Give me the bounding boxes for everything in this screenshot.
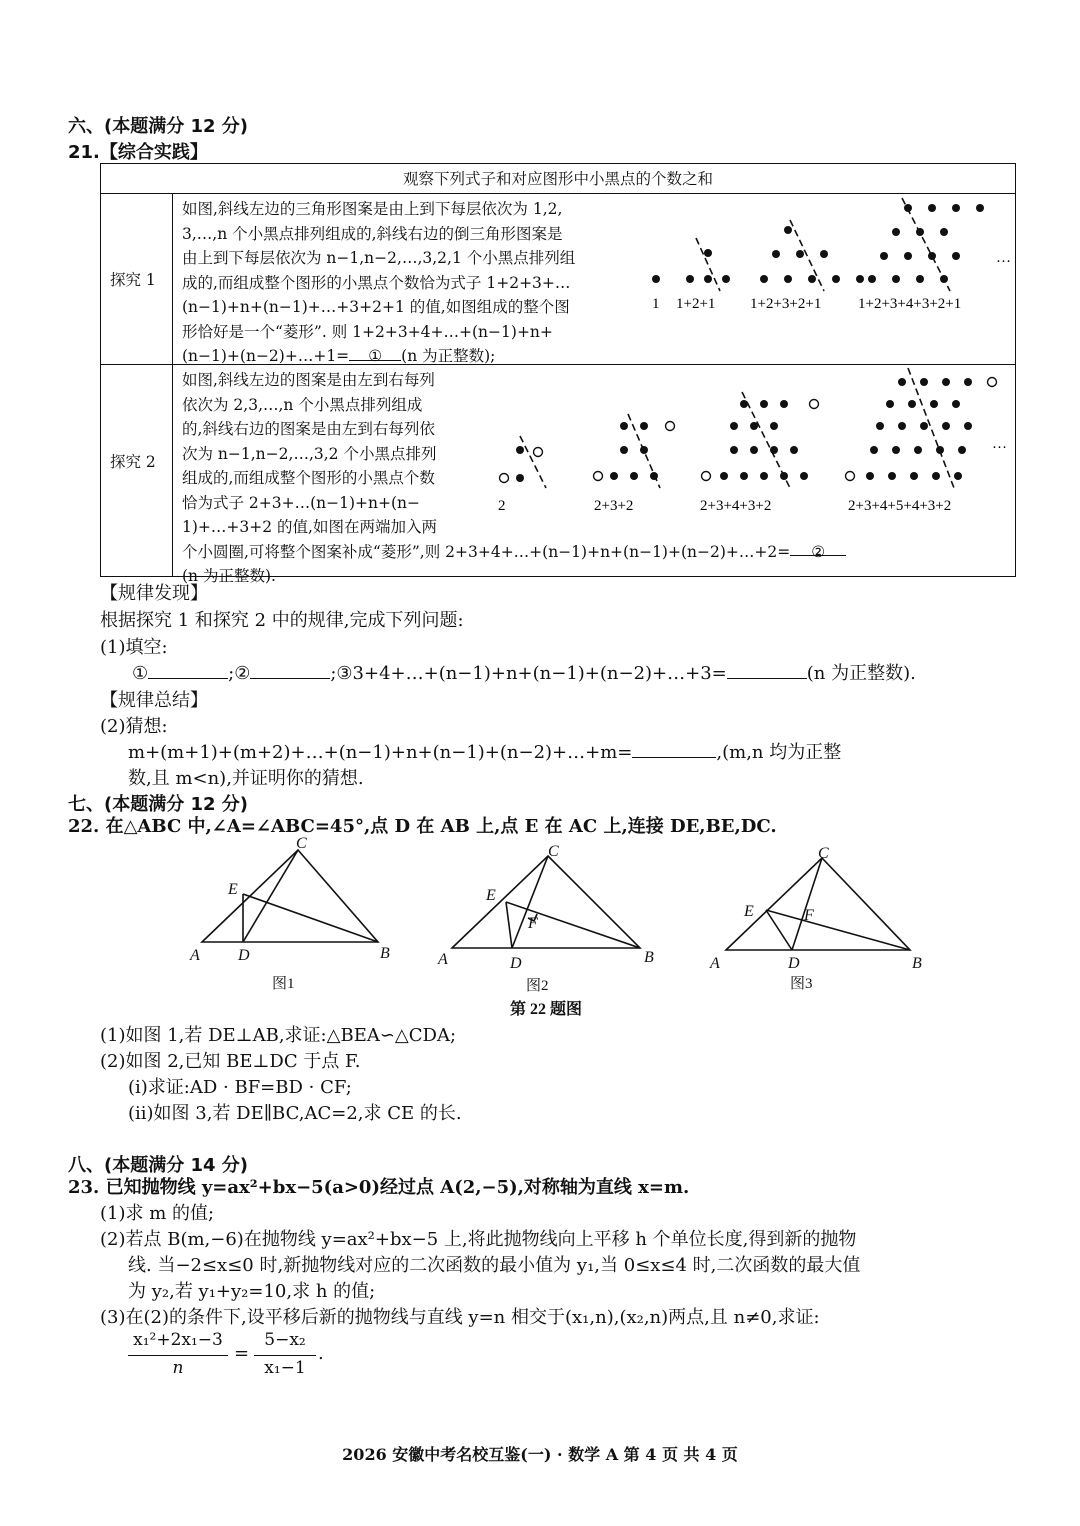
fig1-label-B: B [380, 945, 390, 962]
t1-line: (n−1)+n+(n−1)+…+3+2+1 的值,如图组成的整个图 [182, 298, 570, 316]
ring [988, 378, 997, 387]
dot [964, 422, 972, 430]
q23-part1: (1)求 m 的值; [100, 1203, 215, 1224]
dash-line [520, 436, 546, 488]
dot [652, 275, 660, 283]
frac2-bar [254, 1355, 316, 1356]
table-col-rule [172, 193, 173, 577]
fig3-label-D: D [788, 955, 800, 972]
dot [772, 250, 780, 258]
dot [908, 400, 916, 408]
guess-pre: m+(m+1)+(m+2)+…+(n−1)+n+(n−1)+(n−2)+…+m= [128, 742, 633, 763]
dot [928, 252, 936, 260]
ring [534, 448, 543, 457]
dot [952, 204, 960, 212]
fig2-BE [506, 902, 640, 948]
dot [868, 275, 876, 283]
fig3-label-C: C [818, 845, 829, 862]
dot [760, 472, 768, 480]
dot [928, 204, 936, 212]
t2-line [182, 540, 846, 565]
dot [942, 378, 950, 386]
fig2-label-A: A [438, 951, 448, 968]
fill-blank-3 [727, 660, 807, 679]
dot [796, 250, 804, 258]
t2-line: 次为 n−1,n−2,…,3,2 个小黑点排列 [182, 444, 437, 463]
dot [516, 446, 524, 454]
q21-part2: (2)猜想: [100, 716, 168, 737]
q23-stem: 23. 已知抛物线 y=ax²+bx−5(a>0)经过点 A(2,−5),对称轴为直线 x=m. [68, 1177, 690, 1198]
dot [856, 275, 864, 283]
dot [892, 446, 900, 454]
dot [640, 422, 648, 430]
dot [720, 472, 728, 480]
t2-line: (n 为正整数). [182, 567, 276, 585]
table-title: 观察下列式子和对应图形中小黑点的个数之和 [402, 170, 713, 188]
fig2-triangle [452, 856, 640, 948]
dot [958, 446, 966, 454]
ring [810, 400, 819, 409]
t2-line: 恰为式子 2+3+…(n−1)+n+(n− [182, 493, 421, 512]
dot [952, 400, 960, 408]
dot [870, 446, 878, 454]
dot [976, 204, 984, 212]
fig3-caption: 图3 [790, 976, 813, 992]
dot [610, 472, 618, 480]
explore-2-figures [490, 364, 1016, 524]
fig2-label-C: C [548, 843, 559, 860]
blank-1: ① [349, 344, 401, 361]
guess-blank [632, 739, 716, 758]
dot [750, 446, 758, 454]
t1-line: 成的,而组成整个图形的小黑点个数恰为式子 1+2+3+… [182, 273, 571, 292]
dot [620, 422, 628, 430]
dot [920, 422, 928, 430]
dot [760, 400, 768, 408]
fill-blank-2 [250, 660, 330, 679]
dot [930, 400, 938, 408]
fig2-DC [512, 856, 548, 948]
dot [704, 249, 712, 257]
q22-figure-title: 第 22 题图 [510, 1001, 583, 1018]
dot [784, 226, 792, 234]
q23-part2-line2: 线. 当−2≤x≤0 时,新抛物线对应的二次函数的最小值为 y₁,当 0≤x≤4 时,二次函数的最大值 [128, 1255, 861, 1276]
dot [740, 472, 748, 480]
dot [740, 400, 748, 408]
dash-line [902, 198, 950, 291]
page-footer: 2026 安徽中考名校互鉴(一) · 数学 A 第 4 页 共 4 页 [342, 1445, 738, 1464]
q22-part2-ii: (ii)如图 3,若 DE∥BC,AC=2,求 CE 的长. [128, 1103, 462, 1124]
fill-blank-1 [148, 660, 228, 679]
dot [892, 275, 900, 283]
section-8-title: 八、(本题满分 14 分) [68, 1155, 249, 1176]
frac2-denominator: x₁−1 [264, 1358, 306, 1378]
t1-ellipsis: … [996, 250, 1011, 266]
dot [898, 378, 906, 386]
frac1-bar [128, 1355, 228, 1356]
dot [886, 400, 894, 408]
dot [940, 228, 948, 236]
t2-line: 1)+…+3+2 的值,如图在两端加入两 [182, 518, 437, 536]
explore-1-label: 探究 1 [110, 271, 156, 289]
dot [516, 474, 524, 482]
guess-post: ,(m,n 均为正整 [716, 742, 842, 763]
fig1-label-E: E [228, 881, 238, 898]
dot [820, 250, 828, 258]
section-7-title: 七、(本题满分 12 分) [68, 794, 249, 815]
fill-3-label: ;③3+4+…+(n−1)+n+(n−1)+(n−2)+…+3= [330, 663, 727, 684]
law-sum-heading: 【规律总结】 [100, 690, 208, 711]
dot [770, 446, 778, 454]
t2-cap-4: 2+3+4+5+4+3+2 [848, 498, 952, 514]
blank-2: ② [790, 540, 846, 557]
q22-stem: 22. 在△ABC 中,∠A=∠ABC=45°,点 D 在 AB 上,点 E 在 AC 上,连接 DE,BE,DC. [68, 816, 777, 837]
q21-part2-line1 [128, 738, 841, 767]
t1-cap-4: 1+2+3+4+3+2+1 [858, 296, 962, 312]
frac1-denominator: n [172, 1358, 184, 1378]
dot [916, 275, 924, 283]
dot [904, 252, 912, 260]
ring [846, 472, 855, 481]
dot [780, 400, 788, 408]
dot [770, 422, 778, 430]
t1-last-pre: (n−1)+(n−2)+…+1= [182, 347, 350, 365]
fig2-caption: 图2 [526, 978, 549, 994]
law-intro: 根据探究 1 和探究 2 中的规律,完成下列问题: [100, 610, 464, 631]
q23-part3-line1: (3)在(2)的条件下,设平移后新的抛物线与直线 y=n 相交于(x₁,n),(x₂,n)两点,且 n≠0,求证: [100, 1307, 820, 1328]
q21-heading: 21.【综合实践】 [68, 142, 208, 163]
dot [790, 446, 798, 454]
dot [942, 422, 950, 430]
fig1-label-D: D [238, 947, 250, 964]
frac-equals: = [234, 1343, 250, 1364]
t2-line: 如图,斜线左边的图案是由左到右每列 [182, 371, 435, 389]
q23-part2-line3: 为 y₂,若 y₁+y₂=10,求 h 的值; [128, 1281, 376, 1302]
fig3-label-A: A [710, 955, 720, 972]
dot [704, 275, 712, 283]
dot [914, 446, 922, 454]
dot [808, 275, 816, 283]
t1-cap-2: 1+2+1 [676, 296, 716, 312]
dot [888, 472, 896, 480]
dot [932, 472, 940, 480]
t2-cap-1: 2 [498, 498, 506, 514]
t2-line: 组成的,而组成整个图形的小黑点个数 [182, 469, 435, 487]
t1-cap-3: 1+2+3+2+1 [750, 296, 822, 312]
dot [730, 422, 738, 430]
dot [784, 275, 792, 283]
dot [880, 252, 888, 260]
fig2-label-B: B [644, 949, 654, 966]
fig2-label-E: E [486, 887, 496, 904]
fig2-DE [506, 902, 512, 948]
dot [964, 378, 972, 386]
dot [910, 472, 918, 480]
ring [666, 422, 675, 431]
fill-2-label: ;② [228, 663, 251, 684]
t1-line: 3,…,n 个小黑点排列组成的,斜线右边的倒三角形图案是 [182, 224, 563, 243]
t2-ellipsis: … [992, 436, 1007, 452]
dot [722, 275, 730, 283]
fill-1-label: ① [132, 663, 149, 684]
dot [620, 446, 628, 454]
t1-line: 如图,斜线左边的三角形图案是由上到下每层依次为 1,2, [182, 200, 563, 218]
dot [954, 472, 962, 480]
explore-1-text [182, 197, 575, 369]
t1-cap-1: 1 [652, 296, 660, 312]
fig2-label-F: F [528, 915, 538, 932]
t2-cap-2: 2+3+2 [594, 498, 634, 514]
t2-cap-3: 2+3+4+3+2 [700, 498, 772, 514]
dot [892, 228, 900, 236]
dash-line [790, 220, 824, 291]
ring [500, 474, 509, 483]
dot [760, 275, 768, 283]
q22-part2: (2)如图 2,已知 BE⊥DC 于点 F. [100, 1051, 361, 1072]
fig1-label-C: C [296, 836, 307, 852]
frac2-numerator: 5−x₂ [264, 1330, 306, 1350]
t2-line: 依次为 2,3,…,n 个小黑点排列组成 [182, 395, 423, 414]
fig3-label-B: B [912, 955, 922, 972]
dot [920, 378, 928, 386]
t2-line: 的,斜线右边的图案是由左到右每列依 [182, 420, 435, 438]
dot [730, 446, 738, 454]
dot [800, 472, 808, 480]
fig3-label-E: E [744, 903, 754, 920]
dot [686, 275, 694, 283]
dash-line [696, 238, 720, 291]
explore-2-label: 探究 2 [110, 453, 156, 471]
q21-part2-line2: 数,且 m<n),并证明你的猜想. [128, 768, 364, 789]
fig1-label-A: A [190, 947, 200, 964]
section-6-title: 六、(本题满分 12 分) [68, 116, 249, 137]
dot [952, 252, 960, 260]
t2-line8-pre: 个小圆圈,可将整个图案补成“菱形”,则 2+3+4+…+(n−1)+n+(n−1)+(n−2)+…+2= [182, 542, 791, 561]
frac-period: . [318, 1343, 324, 1364]
t1-line: 由上到下每层依次为 n−1,n−2,…,3,2,1 个小黑点排列组 [182, 249, 576, 267]
fill-end: (n 为正整数). [806, 663, 916, 684]
t1-line: 形恰好是一个“菱形”. 则 1+2+3+4+…+(n−1)+n+ [182, 322, 553, 341]
fig2-label-D: D [510, 955, 522, 972]
dot [898, 422, 906, 430]
dot [866, 472, 874, 480]
t1-last-post: (n 为正整数); [401, 347, 496, 365]
table-rule-1 [100, 193, 1016, 194]
q23-part2-line1: (2)若点 B(m,−6)在抛物线 y=ax²+bx−5 上,将此抛物线向上平移 h 个单位长度,得到新的抛物 [100, 1229, 857, 1250]
q22-part2-i: (i)求证:AD · BF=BD · CF; [128, 1077, 352, 1098]
q22-part1: (1)如图 1,若 DE⊥AB,求证:△BEA∽△CDA; [100, 1025, 457, 1046]
q21-part1: (1)填空: [100, 637, 168, 658]
fig1-DC [243, 850, 298, 942]
dot [832, 275, 840, 283]
law-find-heading: 【规律发现】 [100, 583, 208, 604]
frac1-numerator: x₁²+2x₁−3 [133, 1330, 223, 1350]
dot [630, 472, 638, 480]
q22-figures [180, 836, 940, 1022]
ring [702, 472, 711, 481]
dot [876, 422, 884, 430]
fig1-caption: 图1 [272, 976, 295, 992]
explore-1-figures [640, 196, 1016, 364]
ring [594, 472, 603, 481]
fig3-label-F: F [804, 907, 814, 924]
q21-part1-fill [132, 659, 916, 688]
